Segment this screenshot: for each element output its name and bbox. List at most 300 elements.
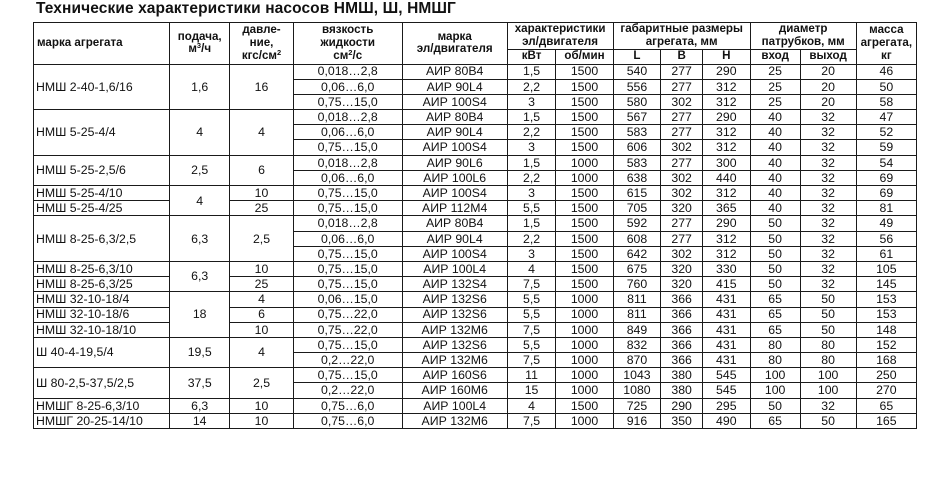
cell-rpm: 1500 — [556, 398, 613, 413]
cell-flow: 18 — [170, 292, 230, 338]
cell-brand: НМШГ 20-25-14/10 — [34, 413, 170, 428]
cell-L: 760 — [613, 277, 661, 292]
cell-mass: 58 — [856, 94, 916, 109]
cell-viscosity: 0,75…6,0 — [293, 413, 402, 428]
cell-viscosity: 0,75…6,0 — [293, 398, 402, 413]
cell-B: 277 — [661, 79, 703, 94]
cell-outlet: 20 — [800, 79, 856, 94]
cell-L: 540 — [613, 64, 661, 79]
cell-viscosity: 0,75…15,0 — [293, 140, 402, 155]
cell-inlet: 40 — [750, 140, 800, 155]
cell-motor: АИР 90L4 — [402, 231, 507, 246]
cell-kw: 7,5 — [507, 322, 556, 337]
cell-outlet: 100 — [800, 368, 856, 383]
cell-B: 320 — [661, 277, 703, 292]
cell-pressure: 2,5 — [230, 368, 293, 398]
cell-flow: 6,3 — [170, 261, 230, 291]
cell-motor: АИР 132М6 — [402, 413, 507, 428]
cell-kw: 1,5 — [507, 64, 556, 79]
header-viscosity: вязкость жидкости $см^2/с$ — [293, 23, 402, 65]
cell-rpm: 1500 — [556, 140, 613, 155]
cell-kw: 3 — [507, 246, 556, 261]
header-rpm: об/мин — [556, 49, 613, 64]
cell-kw: 3 — [507, 140, 556, 155]
table-row — [34, 337, 917, 352]
cell-B: 320 — [661, 201, 703, 216]
cell-H: 431 — [702, 337, 750, 352]
cell-H: 295 — [702, 398, 750, 413]
cell-L: 606 — [613, 140, 661, 155]
cell-motor: АИР 100S4 — [402, 246, 507, 261]
cell-H: 330 — [702, 261, 750, 276]
cell-H: 431 — [702, 307, 750, 322]
cell-L: 705 — [613, 201, 661, 216]
cell-rpm: 1000 — [556, 322, 613, 337]
header-diameter: диаметр патрубков, мм — [750, 23, 856, 50]
cell-flow: 4 — [170, 186, 230, 216]
cell-pressure: 10 — [230, 261, 293, 276]
cell-motor: АИР 132М6 — [402, 322, 507, 337]
cell-kw: 2,2 — [507, 231, 556, 246]
cell-B: 277 — [661, 125, 703, 140]
table-row — [34, 110, 917, 125]
cell-pressure: 25 — [230, 201, 293, 216]
cell-viscosity: 0,2…22,0 — [293, 383, 402, 398]
header-brand: марка агрегата — [34, 23, 170, 65]
cell-inlet: 25 — [750, 64, 800, 79]
cell-H: 490 — [702, 413, 750, 428]
cell-pressure: 4 — [230, 110, 293, 156]
cell-mass: 59 — [856, 140, 916, 155]
cell-H: 312 — [702, 79, 750, 94]
cell-H: 312 — [702, 94, 750, 109]
cell-motor: АИР 160М6 — [402, 383, 507, 398]
cell-pressure: 25 — [230, 277, 293, 292]
cell-inlet: 65 — [750, 413, 800, 428]
cell-inlet: 40 — [750, 125, 800, 140]
cell-inlet: 50 — [750, 261, 800, 276]
cell-rpm: 1500 — [556, 277, 613, 292]
cell-mass: 250 — [856, 368, 916, 383]
cell-rpm: 1000 — [556, 170, 613, 185]
cell-brand: НМШ 5-25-4/4 — [34, 110, 170, 156]
cell-brand: НМШ 5-25-4/10 — [34, 186, 170, 201]
cell-L: 675 — [613, 261, 661, 276]
cell-L: 608 — [613, 231, 661, 246]
cell-rpm: 1500 — [556, 186, 613, 201]
cell-H: 431 — [702, 322, 750, 337]
cell-L: 1080 — [613, 383, 661, 398]
cell-H: 290 — [702, 64, 750, 79]
cell-kw: 5,5 — [507, 337, 556, 352]
cell-L: 1043 — [613, 368, 661, 383]
cell-motor: АИР 100S4 — [402, 140, 507, 155]
cell-L: 556 — [613, 79, 661, 94]
cell-inlet: 50 — [750, 216, 800, 231]
cell-outlet: 20 — [800, 94, 856, 109]
cell-viscosity: 0,018…2,8 — [293, 155, 402, 170]
cell-H: 545 — [702, 368, 750, 383]
cell-inlet: 40 — [750, 170, 800, 185]
cell-pressure: 2,5 — [230, 216, 293, 262]
cell-kw: 1,5 — [507, 155, 556, 170]
cell-B: 366 — [661, 353, 703, 368]
cell-motor: АИР 100S4 — [402, 186, 507, 201]
cell-motor: АИР 132S6 — [402, 337, 507, 352]
cell-H: 431 — [702, 353, 750, 368]
cell-H: 431 — [702, 292, 750, 307]
cell-pressure: 16 — [230, 64, 293, 110]
cell-inlet: 65 — [750, 307, 800, 322]
cell-mass: 47 — [856, 110, 916, 125]
cell-pressure: 4 — [230, 337, 293, 367]
cell-inlet: 40 — [750, 110, 800, 125]
header-dims: габаритные размеры агрегата, мм — [613, 23, 750, 50]
cell-kw: 1,5 — [507, 110, 556, 125]
cell-outlet: 32 — [800, 216, 856, 231]
cell-rpm: 1500 — [556, 64, 613, 79]
cell-viscosity: 0,75…15,0 — [293, 277, 402, 292]
cell-viscosity: 0,75…15,0 — [293, 201, 402, 216]
cell-L: 583 — [613, 155, 661, 170]
cell-brand: НМШ 5-25-2,5/6 — [34, 155, 170, 185]
cell-outlet: 32 — [800, 125, 856, 140]
cell-rpm: 1500 — [556, 231, 613, 246]
cell-mass: 165 — [856, 413, 916, 428]
cell-mass: 105 — [856, 261, 916, 276]
page-title: Технические характеристики насосов НМШ, Ш, НМШГ — [36, 0, 456, 17]
cell-B: 380 — [661, 383, 703, 398]
cell-L: 580 — [613, 94, 661, 109]
cell-B: 302 — [661, 94, 703, 109]
cell-mass: 153 — [856, 307, 916, 322]
cell-outlet: 50 — [800, 413, 856, 428]
cell-H: 290 — [702, 216, 750, 231]
cell-mass: 153 — [856, 292, 916, 307]
cell-outlet: 32 — [800, 170, 856, 185]
cell-mass: 65 — [856, 398, 916, 413]
cell-H: 300 — [702, 155, 750, 170]
cell-outlet: 50 — [800, 322, 856, 337]
cell-motor: АИР 80В4 — [402, 216, 507, 231]
cell-motor: АИР 100L4 — [402, 398, 507, 413]
cell-outlet: 32 — [800, 261, 856, 276]
cell-H: 312 — [702, 125, 750, 140]
cell-L: 870 — [613, 353, 661, 368]
cell-mass: 270 — [856, 383, 916, 398]
cell-kw: 7,5 — [507, 277, 556, 292]
cell-kw: 5,5 — [507, 292, 556, 307]
cell-viscosity: 0,06…6,0 — [293, 170, 402, 185]
cell-mass: 69 — [856, 170, 916, 185]
cell-B: 277 — [661, 231, 703, 246]
cell-motor: АИР 132S6 — [402, 307, 507, 322]
cell-L: 583 — [613, 125, 661, 140]
header-inlet: вход — [750, 49, 800, 64]
cell-inlet: 40 — [750, 155, 800, 170]
cell-flow: 19,5 — [170, 337, 230, 367]
table-row — [34, 307, 917, 322]
cell-mass: 81 — [856, 201, 916, 216]
cell-outlet: 80 — [800, 353, 856, 368]
cell-B: 366 — [661, 292, 703, 307]
cell-kw: 7,5 — [507, 353, 556, 368]
cell-rpm: 1500 — [556, 216, 613, 231]
cell-viscosity: 0,75…22,0 — [293, 322, 402, 337]
header-H: H — [702, 49, 750, 64]
cell-L: 642 — [613, 246, 661, 261]
cell-brand: Ш 80-2,5-37,5/2,5 — [34, 368, 170, 398]
cell-L: 811 — [613, 292, 661, 307]
cell-rpm: 1000 — [556, 353, 613, 368]
header-motor: марка эл/двигателя — [402, 23, 507, 65]
cell-motor: АИР 90L4 — [402, 79, 507, 94]
cell-kw: 2,2 — [507, 125, 556, 140]
cell-L: 849 — [613, 322, 661, 337]
cell-H: 415 — [702, 277, 750, 292]
cell-brand: НМШ 8-25-6,3/25 — [34, 277, 170, 292]
cell-outlet: 50 — [800, 292, 856, 307]
cell-L: 725 — [613, 398, 661, 413]
cell-L: 567 — [613, 110, 661, 125]
cell-L: 615 — [613, 186, 661, 201]
cell-mass: 145 — [856, 277, 916, 292]
cell-brand: НМШ 32-10-18/6 — [34, 307, 170, 322]
cell-inlet: 25 — [750, 94, 800, 109]
cell-motor: АИР 160S6 — [402, 368, 507, 383]
cell-viscosity: 0,2…22,0 — [293, 353, 402, 368]
cell-kw: 3 — [507, 186, 556, 201]
cell-brand: Ш 40-4-19,5/4 — [34, 337, 170, 367]
cell-flow: 2,5 — [170, 155, 230, 185]
cell-outlet: 32 — [800, 140, 856, 155]
cell-outlet: 32 — [800, 110, 856, 125]
cell-pressure: 10 — [230, 322, 293, 337]
cell-inlet: 40 — [750, 201, 800, 216]
cell-flow: 4 — [170, 110, 230, 156]
cell-inlet: 50 — [750, 277, 800, 292]
cell-brand: НМШГ 8-25-6,3/10 — [34, 398, 170, 413]
cell-pressure: 6 — [230, 307, 293, 322]
cell-B: 366 — [661, 322, 703, 337]
cell-mass: 50 — [856, 79, 916, 94]
cell-viscosity: 0,75…15,0 — [293, 94, 402, 109]
cell-H: 365 — [702, 201, 750, 216]
cell-kw: 1,5 — [507, 216, 556, 231]
cell-outlet: 32 — [800, 186, 856, 201]
cell-motor: АИР 132М6 — [402, 353, 507, 368]
cell-B: 302 — [661, 140, 703, 155]
cell-mass: 52 — [856, 125, 916, 140]
cell-mass: 61 — [856, 246, 916, 261]
table-row — [34, 201, 917, 216]
cell-flow: 6,3 — [170, 216, 230, 262]
cell-motor: АИР 132S6 — [402, 292, 507, 307]
cell-pressure: 6 — [230, 155, 293, 185]
cell-brand: НМШ 32-10-18/4 — [34, 292, 170, 307]
cell-B: 350 — [661, 413, 703, 428]
table-row — [34, 277, 917, 292]
table-row — [34, 368, 917, 383]
cell-inlet: 50 — [750, 246, 800, 261]
cell-motor: АИР 100L6 — [402, 170, 507, 185]
cell-inlet: 80 — [750, 353, 800, 368]
cell-brand: НМШ 8-25-6,3/10 — [34, 261, 170, 276]
cell-H: 545 — [702, 383, 750, 398]
cell-motor: АИР 90L4 — [402, 125, 507, 140]
cell-flow: 6,3 — [170, 398, 230, 413]
cell-inlet: 40 — [750, 186, 800, 201]
cell-kw: 2,2 — [507, 79, 556, 94]
cell-B: 366 — [661, 307, 703, 322]
cell-L: 916 — [613, 413, 661, 428]
cell-inlet: 65 — [750, 292, 800, 307]
cell-brand: НМШ 2-40-1,6/16 — [34, 64, 170, 110]
cell-kw: 4 — [507, 398, 556, 413]
cell-mass: 148 — [856, 322, 916, 337]
cell-outlet: 80 — [800, 337, 856, 352]
cell-rpm: 1000 — [556, 368, 613, 383]
cell-viscosity: 0,018…2,8 — [293, 216, 402, 231]
cell-B: 302 — [661, 246, 703, 261]
cell-rpm: 1500 — [556, 79, 613, 94]
cell-H: 312 — [702, 140, 750, 155]
cell-brand: НМШ 32-10-18/10 — [34, 322, 170, 337]
cell-kw: 11 — [507, 368, 556, 383]
header-mass: масса агрегата, кг — [856, 23, 916, 65]
cell-outlet: 100 — [800, 383, 856, 398]
cell-B: 290 — [661, 398, 703, 413]
table-row — [34, 261, 917, 276]
cell-viscosity: 0,75…15,0 — [293, 246, 402, 261]
table-row — [34, 292, 917, 307]
cell-B: 277 — [661, 155, 703, 170]
cell-viscosity: 0,06…6,0 — [293, 125, 402, 140]
cell-kw: 15 — [507, 383, 556, 398]
header-L: L — [613, 49, 661, 64]
cell-viscosity: 0,75…15,0 — [293, 186, 402, 201]
cell-kw: 2,2 — [507, 170, 556, 185]
cell-rpm: 1500 — [556, 110, 613, 125]
header-kw: кВт — [507, 49, 556, 64]
cell-flow: 1,6 — [170, 64, 230, 110]
cell-viscosity: 0,06…15,0 — [293, 292, 402, 307]
cell-kw: 5,5 — [507, 201, 556, 216]
cell-pressure: 10 — [230, 186, 293, 201]
cell-outlet: 32 — [800, 231, 856, 246]
cell-outlet: 50 — [800, 307, 856, 322]
cell-inlet: 50 — [750, 231, 800, 246]
table-row — [34, 186, 917, 201]
cell-outlet: 20 — [800, 64, 856, 79]
cell-B: 380 — [661, 368, 703, 383]
cell-mass: 54 — [856, 155, 916, 170]
pump-spec-table — [33, 22, 917, 429]
cell-brand: НМШ 8-25-6,3/2,5 — [34, 216, 170, 262]
cell-inlet: 80 — [750, 337, 800, 352]
cell-B: 277 — [661, 110, 703, 125]
cell-viscosity: 0,018…2,8 — [293, 110, 402, 125]
cell-motor: АИР 80В4 — [402, 110, 507, 125]
cell-motor: АИР 132S4 — [402, 277, 507, 292]
cell-mass: 49 — [856, 216, 916, 231]
cell-rpm: 1000 — [556, 307, 613, 322]
cell-rpm: 1500 — [556, 201, 613, 216]
header-pressure: давле- ние, кгс/$см^2$ — [230, 23, 293, 65]
table-row — [34, 155, 917, 170]
cell-viscosity: 0,018…2,8 — [293, 64, 402, 79]
cell-outlet: 32 — [800, 201, 856, 216]
cell-rpm: 1000 — [556, 292, 613, 307]
cell-outlet: 32 — [800, 246, 856, 261]
cell-flow: 37,5 — [170, 368, 230, 398]
cell-pressure: 4 — [230, 292, 293, 307]
cell-inlet: 25 — [750, 79, 800, 94]
cell-viscosity: 0,75…15,0 — [293, 261, 402, 276]
cell-rpm: 1000 — [556, 413, 613, 428]
cell-outlet: 32 — [800, 155, 856, 170]
cell-kw: 3 — [507, 94, 556, 109]
cell-mass: 46 — [856, 64, 916, 79]
cell-pressure: 10 — [230, 398, 293, 413]
cell-motor: АИР 80В4 — [402, 64, 507, 79]
cell-L: 592 — [613, 216, 661, 231]
cell-B: 277 — [661, 216, 703, 231]
cell-mass: 168 — [856, 353, 916, 368]
cell-inlet: 100 — [750, 383, 800, 398]
table-row — [34, 322, 917, 337]
cell-motor: АИР 90L6 — [402, 155, 507, 170]
cell-rpm: 1000 — [556, 337, 613, 352]
cell-viscosity: 0,75…22,0 — [293, 307, 402, 322]
cell-rpm: 1500 — [556, 246, 613, 261]
cell-L: 811 — [613, 307, 661, 322]
cell-pressure: 10 — [230, 413, 293, 428]
cell-viscosity: 0,75…15,0 — [293, 337, 402, 352]
cell-rpm: 1000 — [556, 155, 613, 170]
table-row — [34, 216, 917, 231]
cell-flow: 14 — [170, 413, 230, 428]
cell-H: 290 — [702, 110, 750, 125]
cell-kw: 7,5 — [507, 413, 556, 428]
cell-B: 302 — [661, 186, 703, 201]
cell-mass: 152 — [856, 337, 916, 352]
table-row — [34, 398, 917, 413]
cell-B: 277 — [661, 64, 703, 79]
cell-mass: 69 — [856, 186, 916, 201]
table-row — [34, 413, 917, 428]
cell-B: 320 — [661, 261, 703, 276]
cell-motor: АИР 112М4 — [402, 201, 507, 216]
cell-inlet: 100 — [750, 368, 800, 383]
cell-H: 312 — [702, 231, 750, 246]
cell-rpm: 1000 — [556, 383, 613, 398]
cell-kw: 5,5 — [507, 307, 556, 322]
cell-B: 302 — [661, 170, 703, 185]
cell-H: 312 — [702, 186, 750, 201]
cell-H: 440 — [702, 170, 750, 185]
cell-rpm: 1500 — [556, 94, 613, 109]
header-motor-chars: характеристики эл/двигателя — [507, 23, 613, 50]
header-flow: подача, $м^3/ч$ — [170, 23, 230, 65]
cell-L: 638 — [613, 170, 661, 185]
header-B: B — [661, 49, 703, 64]
table-row — [34, 64, 917, 79]
cell-kw: 4 — [507, 261, 556, 276]
header-outlet: выход — [800, 49, 856, 64]
cell-viscosity: 0,06…6,0 — [293, 231, 402, 246]
cell-viscosity: 0,06…6,0 — [293, 79, 402, 94]
